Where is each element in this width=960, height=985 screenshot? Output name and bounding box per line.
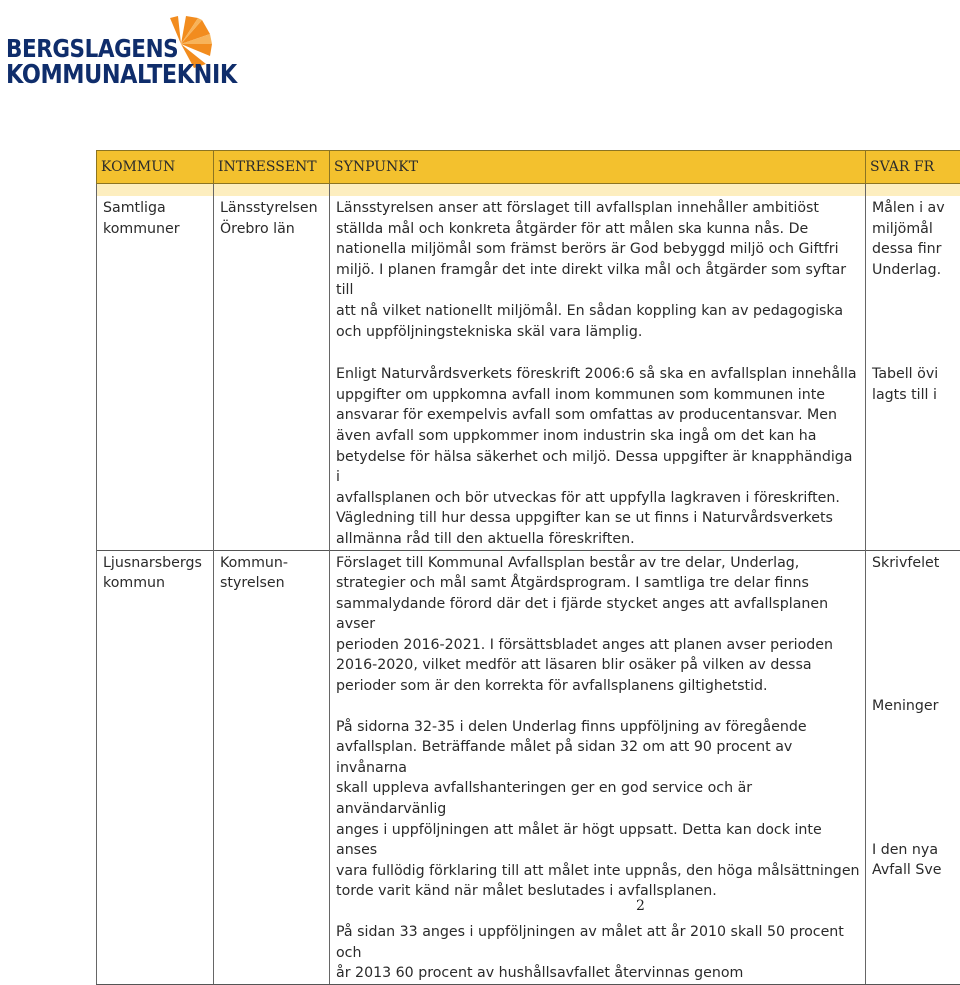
svar-cell xyxy=(866,550,960,984)
synpunkt-line: perioder som är den korrekta för avfallsplanens giltighetstid. xyxy=(336,676,860,697)
kommun-line: Samtliga xyxy=(103,198,208,219)
column-header-svar: SVAR FR xyxy=(866,151,960,184)
synpunkt-line: vara fullödig förklaring till att målet inte uppnås, den höga målsättningen xyxy=(336,861,860,882)
synpunkt-line: ställda mål och konkreta åtgärder för att målen ska kunna nås. De xyxy=(336,219,860,240)
kommun-cell xyxy=(97,196,214,342)
kommun-line: Ljusnarsbergs xyxy=(103,553,208,574)
svar-line: Skrivfelet xyxy=(872,553,960,574)
kommun-cell xyxy=(97,550,214,984)
logo-text-line2: KOMMUNALTEKNIK xyxy=(6,60,237,90)
column-header-intressent: INTRESSENT xyxy=(214,151,330,184)
svar-paragraph xyxy=(872,364,960,405)
logo-text-line1: BERGSLAGENS xyxy=(6,34,178,63)
synpunkt-line: Länsstyrelsen anser att förslaget till avfallsplan innehåller ambitiöst xyxy=(336,198,860,219)
synpunkt-line: På sidorna 32-35 i delen Underlag finns uppföljning av föregående xyxy=(336,717,860,738)
intressent-line: Kommun- xyxy=(220,553,324,574)
synpunkt-line: och uppföljningstekniska skäl vara lämplig. xyxy=(336,322,860,343)
svar-line: Tabell övi xyxy=(872,364,960,385)
synpunkt-line: avfallsplanen och bör utveckas för att uppfylla lagkraven i föreskriften. xyxy=(336,488,860,509)
intressent-cell xyxy=(214,342,330,550)
kommun-cell xyxy=(97,342,214,550)
column-header-synpunkt: SYNPUNKT xyxy=(330,151,866,184)
synpunkt-line: anges i uppföljningen att målet är högt uppsatt. Detta kan dock inte anses xyxy=(336,820,860,861)
synpunkt-line: torde varit känd när målet beslutades i avfallsplanen. xyxy=(336,881,860,902)
table-row xyxy=(97,342,960,550)
svar-line: Underlag. xyxy=(872,260,960,281)
svar-paragraph xyxy=(872,553,960,574)
svar-line: miljömål xyxy=(872,219,960,240)
kommun-line: kommuner xyxy=(103,219,208,240)
synpunkt-line: Vägledning till hur dessa uppgifter kan se ut finns i Naturvårdsverkets xyxy=(336,508,860,529)
svar-line: dessa finr xyxy=(872,239,960,260)
intressent-line: Örebro län xyxy=(220,219,324,240)
synpunkt-line: år 2013 60 procent av hushållsavfallet återvinnas genom xyxy=(336,963,860,984)
synpunkt-paragraph xyxy=(336,553,860,697)
synpunkt-paragraph xyxy=(336,717,860,902)
svar-cell xyxy=(866,342,960,550)
synpunkt-cell xyxy=(330,196,866,342)
synpunkt-paragraph xyxy=(336,364,860,549)
intressent-line: styrelsen xyxy=(220,573,324,594)
synpunkt-line: Enligt Naturvårdsverkets föreskrift 2006:6 så ska en avfallsplan innehålla xyxy=(336,364,860,385)
table-header-row xyxy=(97,151,960,184)
synpunkt-line: allmänna råd till den aktuella föreskriften. xyxy=(336,529,860,550)
table-row xyxy=(97,196,960,342)
synpunkt-line: uppgifter om uppkomna avfall inom kommunen som kommunen inte xyxy=(336,385,860,406)
page-number: 2 xyxy=(636,898,645,914)
synpunkt-line: strategier och mål samt Åtgärdsprogram. I samtliga tre delar finns xyxy=(336,573,860,594)
synpunkt-line: även avfall som uppkommer inom industrin ska ingå om det kan ha xyxy=(336,426,860,447)
column-header-kommun: KOMMUN xyxy=(97,151,214,184)
company-logo xyxy=(6,14,216,94)
intressent-cell xyxy=(214,196,330,342)
synpunkt-line: sammalydande förord där det i fjärde stycket anges att avfallsplanen avser xyxy=(336,594,860,635)
intressent-line: Länsstyrelsen xyxy=(220,198,324,219)
synpunkt-line: betydelse för hälsa säkerhet och miljö. Dessa uppgifter är knapphändiga i xyxy=(336,447,860,488)
synpunkt-line: avfallsplan. Beträffande målet på sidan 32 om att 90 procent av invånarna xyxy=(336,737,860,778)
svar-line: Meninger xyxy=(872,696,960,717)
svar-paragraph xyxy=(872,840,960,881)
header-band-row xyxy=(97,184,960,197)
synpunkt-line: 2016-2020, vilket medför att läsaren blir osäker på vilken av dessa xyxy=(336,655,860,676)
synpunkt-line: miljö. I planen framgår det inte direkt vilka mål och åtgärder som syftar till xyxy=(336,260,860,301)
svar-paragraph xyxy=(872,696,960,717)
synpunkt-line: perioden 2016-2021. I försättsbladet anges att planen avser perioden xyxy=(336,635,860,656)
synpunkt-paragraph xyxy=(336,922,860,984)
synpunkt-line: nationella miljömål som främst berörs är God bebyggd miljö och Giftfri xyxy=(336,239,860,260)
synpunkt-line: På sidan 33 anges i uppföljningen av målet att år 2010 skall 50 procent och xyxy=(336,922,860,963)
svar-line: I den nya xyxy=(872,840,960,861)
intressent-cell xyxy=(214,550,330,984)
synpunkt-line: ansvarar för exempelvis avfall som omfattas av producentansvar. Men xyxy=(336,405,860,426)
synpunkt-cell xyxy=(330,342,866,550)
synpunkt-line: att nå vilket nationellt miljömål. En sådan koppling kan av pedagogiska xyxy=(336,301,860,322)
kommun-line: kommun xyxy=(103,573,208,594)
synpunkt-cell xyxy=(330,550,866,984)
svar-cell xyxy=(866,196,960,342)
consultation-table xyxy=(96,150,960,985)
table-row xyxy=(97,550,960,984)
synpunkt-line: skall uppleva avfallshanteringen ger en god service och är användarvänlig xyxy=(336,778,860,819)
svar-line: Avfall Sve xyxy=(872,860,960,881)
synpunkt-paragraph xyxy=(336,198,860,342)
svar-line: lagts till i xyxy=(872,385,960,406)
svar-line: Målen i av xyxy=(872,198,960,219)
synpunkt-line: Förslaget till Kommunal Avfallsplan består av tre delar, Underlag, xyxy=(336,553,860,574)
